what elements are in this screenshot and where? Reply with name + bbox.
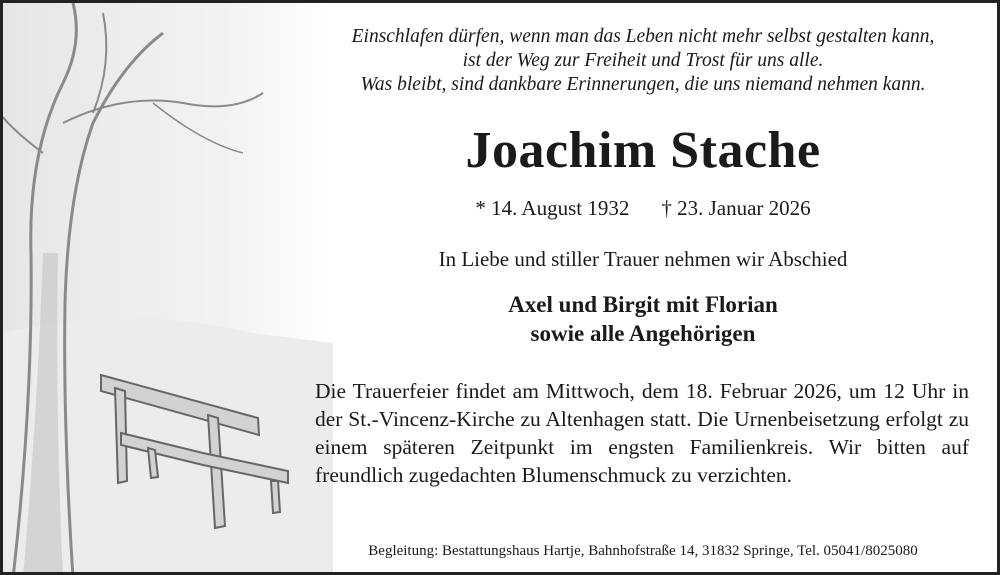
quote-line: ist der Weg zur Freiheit und Trost für uns alle. [462,50,824,71]
tree-and-bench-illustration [3,3,333,575]
funeral-home-footer: Begleitung: Bestattungshaus Hartje, Bahnhofstraße 14, 31832 Springe, Tel. 05041/8025080 [368,543,918,559]
farewell-line: In Liebe und stiller Trauer nehmen wir Abschied [438,247,848,271]
life-dates [303,196,983,221]
deceased-name: Joachim Stache [465,122,821,179]
quote [303,25,983,97]
quote-line: Einschlafen dürfen, wenn man das Leben nicht mehr selbst gestalten kann, [351,26,935,47]
mourners [303,290,983,348]
birth-date: * 14. August 1932 [475,196,630,220]
funeral-details: Die Trauerfeier findet am Mittwoch, dem 18. Februar 2026, um 12 Uhr in der St.-Vincenz-Kirche zu Altenhagen statt. Die Urnenbeisetzung erfolgt zu einem späteren Zeitpunkt im engsten Familienkreis. Wir bitten auf freundlich zugedachten Blumenschmuck zu verzichten. [315,379,969,487]
death-date: † 23. Januar 2026 [661,196,811,220]
quote-line: Was bleibt, sind dankbare Erinnerungen, die uns niemand nehmen kann. [360,74,926,95]
mourner-line: sowie alle Angehörigen [530,321,756,346]
mourner-line: Axel und Birgit mit Florian [508,292,778,317]
